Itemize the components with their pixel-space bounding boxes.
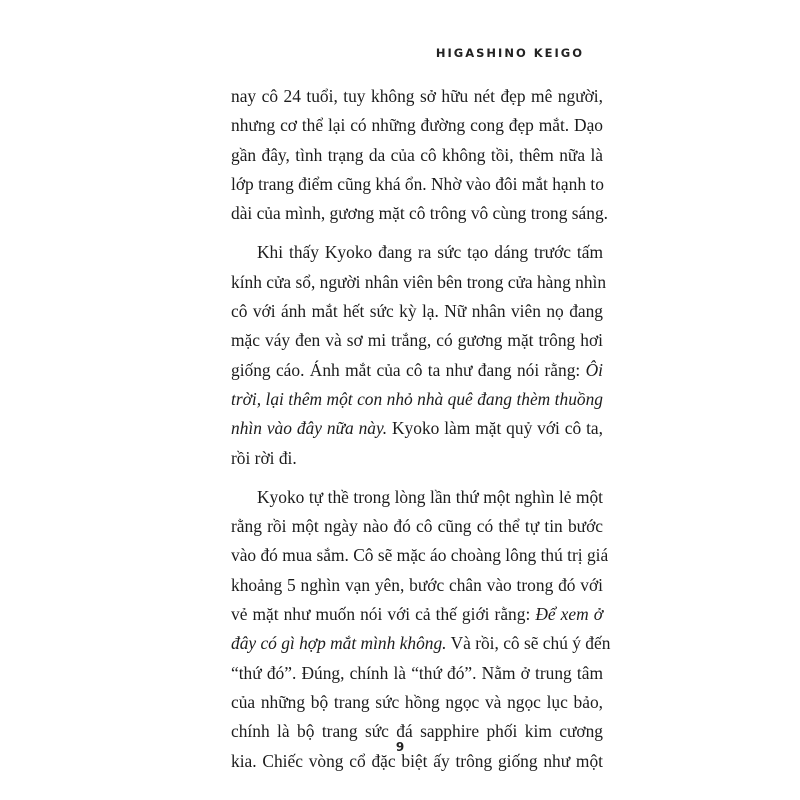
text-line (231, 268, 607, 297)
paragraph (231, 238, 607, 472)
text-run: nhưng cơ thể lại có những đường cong đẹp mắt. Dạo (231, 115, 603, 136)
text-line (231, 141, 603, 170)
body-text (231, 82, 611, 786)
text-run: lớp trang điểm cũng khá ổn. Nhờ vào đôi mắt hạnh to (231, 173, 604, 194)
text-line (231, 170, 603, 199)
text-run: rồi rời đi. (231, 447, 297, 468)
running-header: HIGASHINO KEIGO (435, 46, 584, 60)
text-run: vẻ mặt như muốn nói với cả thế giới rằng: (231, 604, 536, 625)
text-line (231, 512, 603, 541)
italic-text: Ôi (585, 359, 603, 380)
text-run: Và rồi, cô sẽ chú ý đến (446, 633, 611, 654)
text-run: Kyoko tự thề trong lòng lần thứ một nghìn lẻ một (257, 486, 603, 507)
text-line (231, 326, 603, 355)
text-run: gần đây, tình trạng da của cô không tồi, thêm nữa là (231, 144, 603, 165)
text-run: Kyoko làm mặt quỷ với cô ta, (387, 418, 603, 439)
text-line (231, 541, 609, 570)
text-run: chính là bộ trang sức đá sapphire phối kim cương (231, 721, 603, 742)
italic-text: trời, lại thêm một con nhỏ nhà quê đang thèm thuồng (231, 388, 603, 409)
paragraph (231, 483, 611, 776)
text-line (231, 600, 603, 629)
text-line (231, 199, 608, 228)
text-run: dài của mình, gương mặt cô trông vô cùng trong sáng. (231, 203, 608, 224)
text-run: mặc váy đen và sơ mi trắng, có gương mặt trông hơi (231, 330, 603, 351)
text-line (231, 688, 603, 717)
text-run: kia. Chiếc vòng cổ đặc biệt ấy trông giống như một (231, 750, 603, 771)
text-run: rằng rồi một ngày nào đó cô cũng có thể tự tin bước (231, 516, 603, 537)
text-line (231, 483, 603, 512)
text-run: cô với ánh mắt hết sức kỳ lạ. Nữ nhân viên nọ đang (231, 301, 603, 322)
italic-text: Để xem ở (535, 604, 603, 625)
text-run: kính cửa sổ, người nhân viên bên trong cửa hàng nhìn (231, 271, 607, 292)
italic-text: nhìn vào đây nữa này. (231, 418, 388, 439)
text-run: nay cô 24 tuổi, tuy không sở hữu nét đẹp mê người, (231, 86, 603, 106)
text-line (231, 629, 611, 658)
text-run: Khi thấy Kyoko đang ra sức tạo dáng trước tấm (257, 242, 603, 263)
text-line (231, 82, 603, 111)
text-line (231, 659, 603, 688)
page-number: 9 (395, 740, 405, 754)
text-run: khoảng 5 nghìn vạn yên, bước chân vào trong đó với (231, 574, 603, 595)
text-line (231, 238, 603, 267)
text-line (231, 385, 603, 414)
text-run: giống cáo. Ánh mắt của cô ta như đang nói rằng: (231, 359, 586, 380)
text-line (231, 356, 603, 385)
text-line (231, 111, 603, 140)
text-run: vào đó mua sắm. Cô sẽ mặc áo choàng lông thú trị giá (231, 545, 609, 566)
italic-text: đây có gì hợp mắt mình không. (231, 633, 447, 654)
paragraph (231, 82, 608, 228)
text-run: “thứ đó”. Đúng, chính là “thứ đó”. Nằm ở trung tâm (231, 662, 603, 683)
text-line (231, 414, 603, 443)
text-line (231, 444, 603, 473)
text-run: của những bộ trang sức hồng ngọc và ngọc lục bảo, (231, 691, 603, 712)
text-line (231, 297, 603, 326)
text-line (231, 571, 603, 600)
